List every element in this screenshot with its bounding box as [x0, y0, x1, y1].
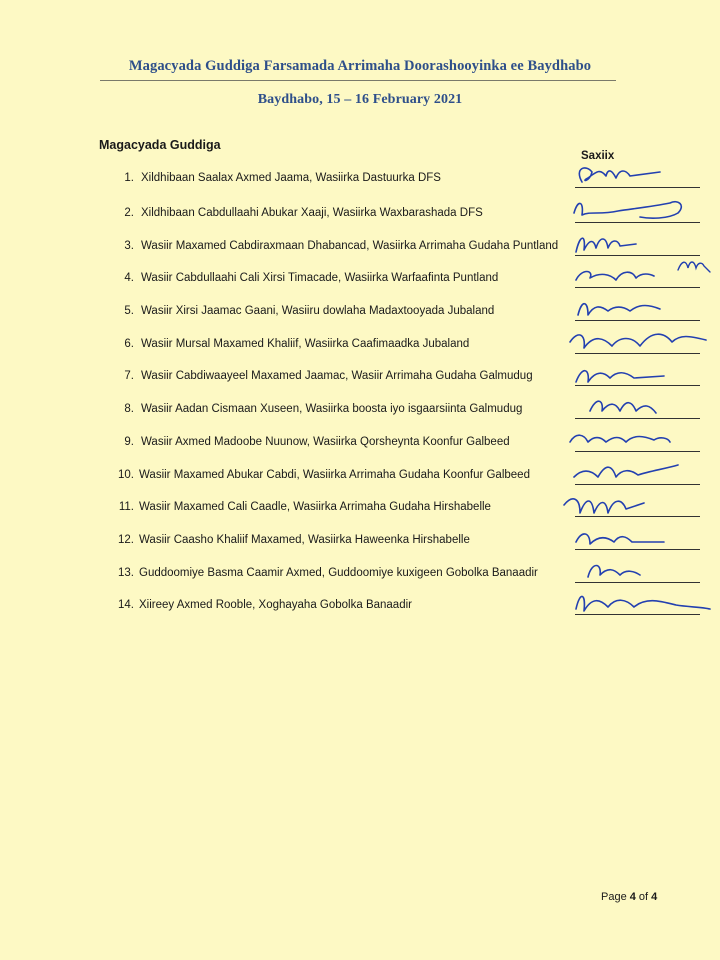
- header-rule: [100, 80, 616, 81]
- handwritten-signature: [560, 422, 720, 456]
- member-row: [0, 401, 720, 423]
- member-row: [0, 303, 720, 325]
- member-number: 8.: [124, 403, 134, 415]
- member-row: [0, 368, 720, 390]
- member-name-title: Wasiir Maxamed Cabdiraxmaan Dhabancad, Wasiirka Arrimaha Gudaha Puntland: [141, 240, 559, 252]
- member-row: [0, 565, 720, 587]
- handwritten-signature: [560, 455, 720, 489]
- handwritten-signature: [560, 389, 720, 423]
- handwritten-signature: [560, 291, 720, 325]
- page-number: [601, 891, 657, 903]
- member-name-title: Wasiir Caasho Khaliif Maxamed, Wasiirka Haweenka Hirshabelle: [139, 534, 470, 546]
- member-row: [0, 270, 720, 292]
- handwritten-signature: [560, 553, 720, 587]
- member-name-title: Wasiir Cabdullaahi Cali Xirsi Timacade, Wasiirka Warfaafinta Puntland: [141, 272, 499, 284]
- member-row: [0, 336, 720, 358]
- member-row: [0, 467, 720, 489]
- member-number: 3.: [124, 240, 134, 252]
- member-number: 10.: [118, 469, 134, 481]
- document-subtitle: Baydhabo, 15 – 16 February 2021: [257, 92, 463, 107]
- member-number: 9.: [124, 436, 134, 448]
- member-number: 4.: [124, 272, 134, 284]
- member-name-title: Wasiir Axmed Madoobe Nuunow, Wasiirka Qorsheynta Koonfur Galbeed: [141, 436, 510, 448]
- stray-pen-mark: [676, 256, 716, 276]
- page-current: 4: [629, 891, 636, 903]
- member-number: 1.: [124, 172, 134, 184]
- member-name-title: Wasiir Mursal Maxamed Khaliif, Wasiirka Caafimaadka Jubaland: [141, 338, 470, 350]
- page-prefix: Page: [601, 891, 630, 903]
- handwritten-signature: [560, 158, 720, 192]
- member-name-title: Xildhibaan Cabdullaahi Abukar Xaaji, Wasiirka Waxbarashada DFS: [141, 207, 483, 219]
- member-number: 6.: [124, 338, 134, 350]
- document-title: Magacyada Guddiga Farsamada Arrimaha Doorashooyinka ee Baydhabo: [128, 58, 592, 74]
- member-row: [0, 532, 720, 554]
- member-name-title: Xildhibaan Saalax Axmed Jaama, Wasiirka Dastuurka DFS: [141, 172, 441, 184]
- member-name-title: Guddoomiye Basma Caamir Axmed, Guddoomiye kuxigeen Gobolka Banaadir: [139, 567, 538, 579]
- member-row: [0, 597, 720, 619]
- member-number: 14.: [118, 599, 134, 611]
- member-row: [0, 238, 720, 260]
- member-name-title: Wasiir Maxamed Cali Caadle, Wasiirka Arrimaha Gudaha Hirshabelle: [139, 501, 491, 513]
- member-number: 12.: [118, 534, 134, 546]
- member-number: 13.: [118, 567, 134, 579]
- page-total: 4: [651, 891, 658, 903]
- member-row: [0, 499, 720, 521]
- member-number: 11.: [118, 501, 134, 513]
- member-name-title: Wasiir Maxamed Abukar Cabdi, Wasiirka Arrimaha Gudaha Koonfur Galbeed: [139, 469, 530, 481]
- member-row: [0, 205, 720, 227]
- signature-heading: Saxiix: [581, 150, 615, 162]
- member-number: 2.: [124, 207, 134, 219]
- member-name-title: Xiireey Axmed Rooble, Xoghayaha Gobolka Banaadir: [139, 599, 412, 611]
- handwritten-signature: [560, 324, 720, 358]
- member-row: [0, 170, 720, 192]
- page-middle: of: [635, 891, 652, 903]
- handwritten-signature: [560, 585, 720, 619]
- handwritten-signature: [560, 520, 720, 554]
- member-row: [0, 434, 720, 456]
- member-number: 7.: [124, 370, 134, 382]
- handwritten-signature: [560, 356, 720, 390]
- member-number: 5.: [124, 305, 134, 317]
- handwritten-signature: [560, 193, 720, 227]
- member-name-title: Wasiir Cabdiwaayeel Maxamed Jaamac, Wasiir Arrimaha Gudaha Galmudug: [141, 370, 533, 382]
- member-name-title: Wasiir Xirsi Jaamac Gaani, Wasiiru dowlaha Madaxtooyada Jubaland: [141, 305, 495, 317]
- members-heading: Magacyada Guddiga: [99, 138, 221, 152]
- handwritten-signature: [560, 226, 720, 260]
- member-name-title: Wasiir Aadan Cismaan Xuseen, Wasiirka boosta iyo isgaarsiinta Galmudug: [141, 403, 523, 415]
- handwritten-signature: [560, 487, 720, 521]
